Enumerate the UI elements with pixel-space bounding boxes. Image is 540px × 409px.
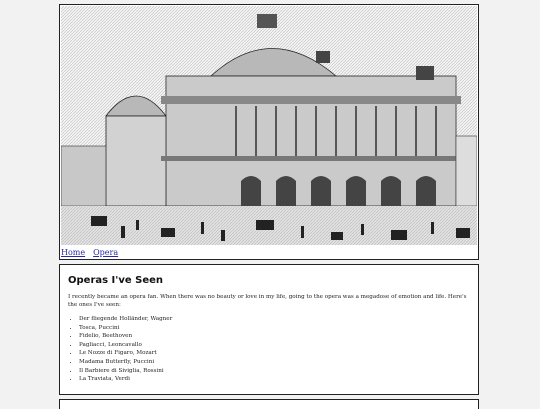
page-title: Operas I've Seen xyxy=(68,275,164,286)
nav-link-opera[interactable]: Opera xyxy=(93,248,119,257)
list-item: • Pagliacci, Leoncavallo xyxy=(79,341,470,350)
list-item: • Der fliegende Holländer, Wagner xyxy=(79,315,470,324)
banner-image xyxy=(61,6,477,245)
next-panel xyxy=(59,399,479,409)
list-item: • Tosca, Puccini xyxy=(79,324,470,333)
list-item: • Le Nozze di Figaro, Mozart xyxy=(79,349,470,358)
intro-text: I recently became an opera fan. When there was no beauty or love in my life, going to the opera was a megadose of emotion and life. Here's the ones I've seen: xyxy=(68,294,467,308)
list-item: • Il Barbiere di Siviglia, Rossini xyxy=(79,367,470,376)
header-panel xyxy=(59,4,479,260)
list-item: • Madama Butterfly, Puccini xyxy=(79,358,470,367)
list-item: • Fidelio, Beethoven xyxy=(79,332,470,341)
nav-links xyxy=(61,248,126,258)
opera-house-engraving-icon xyxy=(61,6,477,245)
nav-link-home[interactable]: Home xyxy=(61,248,86,257)
content-panel xyxy=(59,264,479,395)
list-item: • La Traviata, Verdi xyxy=(79,375,470,384)
opera-list xyxy=(68,315,470,384)
